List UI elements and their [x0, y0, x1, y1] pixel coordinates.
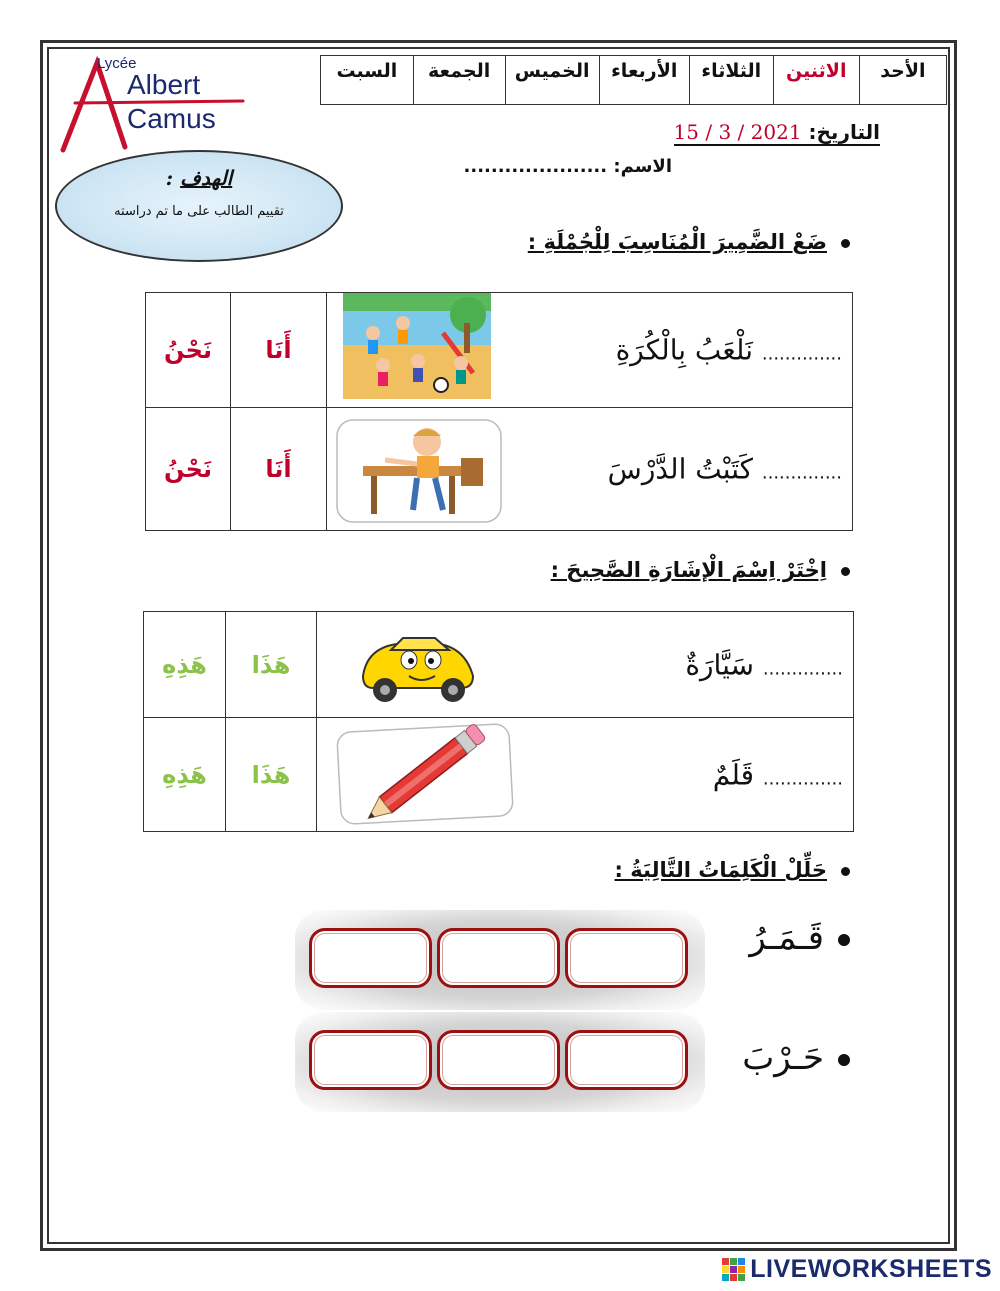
day-wednesday: الأربعاء	[599, 56, 689, 105]
answer-blank[interactable]: ..............	[762, 768, 843, 789]
pencil-picture	[335, 722, 515, 826]
sentence-text	[685, 648, 843, 681]
section2-heading-text: اِخْتَرْ اِسْمَ الْإشَارَةِ الصَّحِيحَ :	[550, 558, 827, 582]
word-1-text: قَـمَـرُ	[749, 918, 824, 958]
letter-box[interactable]	[565, 928, 688, 988]
goal-ellipse	[55, 150, 343, 262]
day-thursday: الخميس	[505, 56, 599, 105]
liveworksheets-logo-icon	[722, 1258, 746, 1282]
bullet-icon	[841, 567, 850, 576]
logo-albert-text: Albert	[127, 69, 201, 100]
name-dots: .....................	[463, 156, 608, 177]
table-row	[146, 408, 853, 531]
date-line	[674, 120, 880, 146]
goal-title-colon: :	[165, 166, 174, 190]
logo-camus-text: Camus	[127, 103, 216, 134]
children-playing-picture	[343, 293, 491, 399]
word-1	[749, 918, 850, 958]
day-tuesday: الثلاثاء	[689, 56, 773, 105]
sentence-cell	[327, 293, 853, 408]
section3-heading-text: حَلِّلْ الْكَلِمَاتُ التَّالِيَةُ :	[614, 858, 827, 882]
word-1-boxes	[295, 910, 705, 1010]
sentence-cell	[327, 408, 853, 531]
option-ana[interactable]: أَنَا	[231, 293, 327, 408]
car-picture	[357, 626, 479, 706]
day-friday: الجمعة	[413, 56, 505, 105]
table-row	[146, 293, 853, 408]
sentence-text	[616, 334, 842, 367]
option-nahnu[interactable]: نَحْنُ	[146, 408, 231, 531]
day-saturday: السبت	[321, 56, 414, 105]
sentence-text	[608, 453, 842, 486]
option-ana[interactable]: أَنَا	[231, 408, 327, 531]
section1-heading-text: ضَعْ الضَّمِيرَ الْمُنَاسِبَ لِلْجُمْلَةِ :	[527, 230, 827, 254]
liveworksheets-footer	[722, 1255, 992, 1284]
section2-table	[143, 611, 854, 832]
section1-heading	[528, 230, 850, 254]
table-row	[144, 718, 854, 832]
day-sunday: الأحد	[859, 56, 946, 105]
goal-text: تقييم الطالب على ما تم دراسته	[114, 204, 284, 219]
sentence-words: قَلَمٌ	[712, 758, 754, 791]
bullet-icon	[841, 867, 850, 876]
goal-title	[57, 166, 341, 190]
letter-box[interactable]	[309, 928, 432, 988]
sentence-text	[713, 758, 843, 791]
bullet-icon	[841, 239, 850, 248]
sentence-cell	[317, 718, 854, 832]
goal-title-text: الهدف	[180, 166, 233, 190]
sentence-words: نَلْعَبُ بِالْكُرَةِ	[615, 333, 753, 367]
option-nahnu[interactable]: نَحْنُ	[146, 293, 231, 408]
bullet-icon	[838, 934, 850, 946]
word-2-boxes	[295, 1012, 705, 1112]
logo-lycee-text: Lycée	[97, 55, 137, 72]
day-monday: الاثنين	[773, 56, 859, 105]
name-line	[464, 156, 672, 177]
days-table	[320, 55, 947, 105]
word-2-text: حَـرْبَ	[742, 1038, 824, 1078]
date-label: التاريخ:	[808, 120, 880, 144]
answer-blank[interactable]: ..............	[761, 462, 842, 484]
table-row	[144, 612, 854, 718]
sentence-words: سَيَّارَةٌ	[685, 648, 754, 681]
letter-box[interactable]	[309, 1030, 432, 1090]
section1-table	[145, 292, 853, 531]
letter-box[interactable]	[437, 1030, 560, 1090]
option-hadha[interactable]: هَذَا	[226, 718, 317, 832]
date-value: 2021 / 3 / 15	[673, 120, 802, 144]
word-2	[742, 1038, 850, 1078]
school-logo	[55, 55, 255, 155]
section3-heading	[615, 858, 850, 882]
option-hadhihi[interactable]: هَذِهِ	[144, 718, 226, 832]
section2-heading	[551, 558, 850, 582]
sentence-words: كَتَبْتُ الدَّرْسَ	[607, 452, 753, 486]
letter-box[interactable]	[565, 1030, 688, 1090]
answer-blank[interactable]: ..............	[762, 658, 843, 679]
boy-writing-picture	[335, 418, 503, 524]
footer-text: LIVEWORKSHEETS	[750, 1255, 992, 1283]
letter-box[interactable]	[437, 928, 560, 988]
bullet-icon	[838, 1054, 850, 1066]
option-hadhihi[interactable]: هَذِهِ	[144, 612, 226, 718]
sentence-cell	[317, 612, 854, 718]
name-label: الاسم:	[613, 156, 672, 177]
answer-blank[interactable]: ..............	[761, 343, 842, 365]
option-hadha[interactable]: هَذَا	[226, 612, 317, 718]
